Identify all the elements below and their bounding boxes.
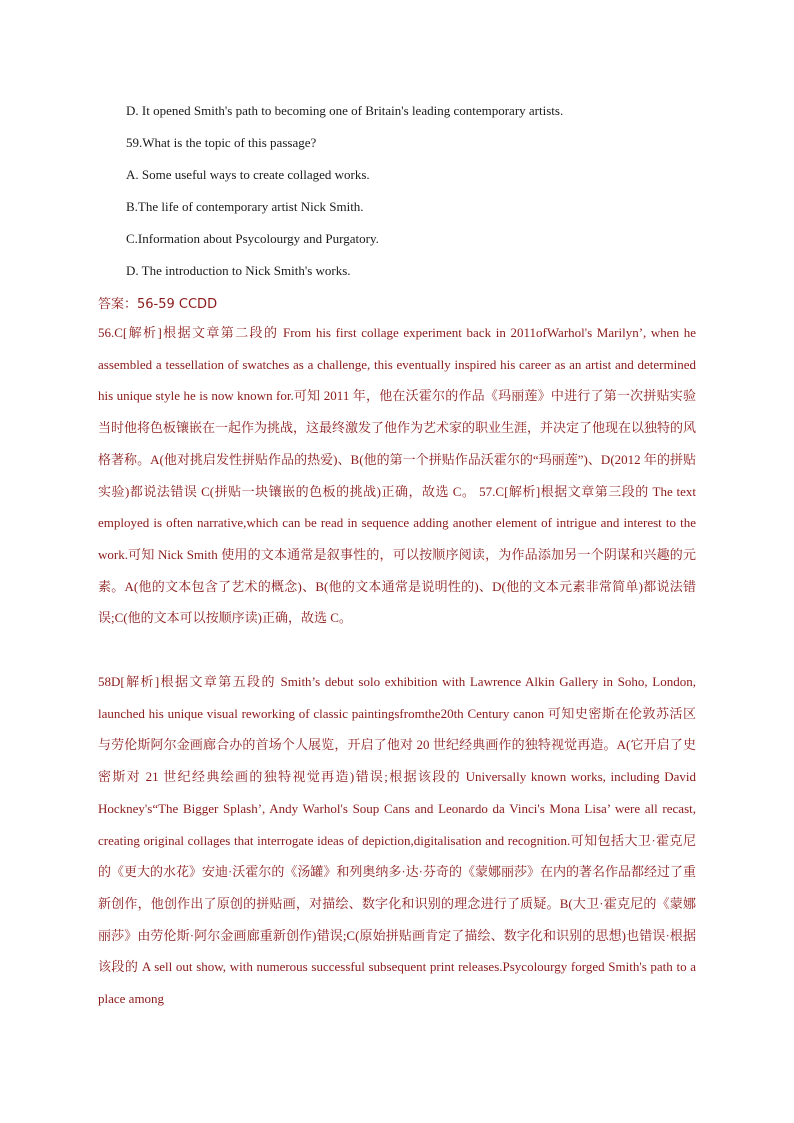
option-a-q59: A. Some useful ways to create collaged works.	[126, 167, 370, 182]
explanation-paragraph: 58D[解析]根据文章第五段的 Smith’s debut solo exhibition with Lawrence Alkin Gallery in Soho, London, launched his unique visual reworking of classic paintingsfromthe20th Century canon 可知史密斯在伦敦苏活区与劳伦斯阿尔金画廊合办的首场个人展览，开启了他对 20 世纪经典画作的独特视觉再造。A(它开启了史密斯对 21 世纪经典绘画的独特视觉再造)错误;根据该段的 Universally known works, including David Hockney's“The Bigger Splash’, Andy Warhol's Soup Cans and Leonardo da Vinci's Mona Lisa’ were all recast, creating original collages that interrogate ideas of depiction,digitalisation and recognition.可知包括大卫·霍克尼的《更大的水花》安迪·沃霍尔的《汤罐》和列奥纳多·达·芬奇的《蒙娜丽莎》在内的著名作品都经过了重新创作，他创作出了原创的拼贴画，对描绘、数字化和识别的理念进行了质疑。B(大卫·霍克尼的《蒙娜丽莎》由劳伦斯·阿尔金画廊重新创作)错误;C(原始拼贴画肯定了描绘、数字化和识别的思想)也错误·根据该段的 A sell out show, with numerous successful subsequent print releases.Psycolourgy forged Smith's path to a place among	[98, 674, 696, 1007]
explanation-paragraph: 56.C[解析]根据文章第二段的 From his first collage experiment back in 2011ofWarhol's Marilyn’, when he assembled a tessellation of swatches as a challenge, this eventually inspired his career as an artist and determined his unique style he is now known for.可知 2011 年，他在沃霍尔的作品《玛丽莲》中进行了第一次拼贴实验当时他将色板镶嵌在一起作为挑战，这最终激发了他作为艺术家的职业生涯，并决定了他现在以独特的风格著称。A(他对挑启发性拼贴作品的热爱)、B(他的第一个拼贴作品沃霍尔的“玛丽莲”)、D(2012 年的拼贴实验)都说法错误 C(拼贴一块镶嵌的色板的挑战)正确，故选 C。 57.C[解析]根据文章第三段的 The text employed is often narrative,which can be read in sequence adding another element of intrigue and interest to the work.可知 Nick Smith 使用的文本通常是叙事性的，可以按顺序阅读，为作品添加另一个阴谋和兴趣的元素。A(他的文本包含了艺术的概念)、B(他的文本通常是说明性的)、D(他的文本元素非常简单)都说法错误;C(他的文本可以按顺序读)正确，故选 C。	[98, 325, 697, 626]
option-c-q59: C.Information about Psycolourgy and Purgatory.	[126, 231, 379, 246]
option-d-q58: D. It opened Smith's path to becoming one of Britain's leading contemporary artists.	[126, 103, 564, 118]
option-b-q59: B.The life of contemporary artist Nick Smith.	[126, 199, 364, 214]
option-d-q59: D. The introduction to Nick Smith's works.	[126, 263, 351, 278]
explanation-56-57	[98, 317, 696, 634]
question-59: 59.What is the topic of this passage?	[126, 135, 317, 150]
explanation-58	[98, 666, 696, 1015]
answer-key: 答案：56-59 CCDD	[98, 297, 218, 312]
